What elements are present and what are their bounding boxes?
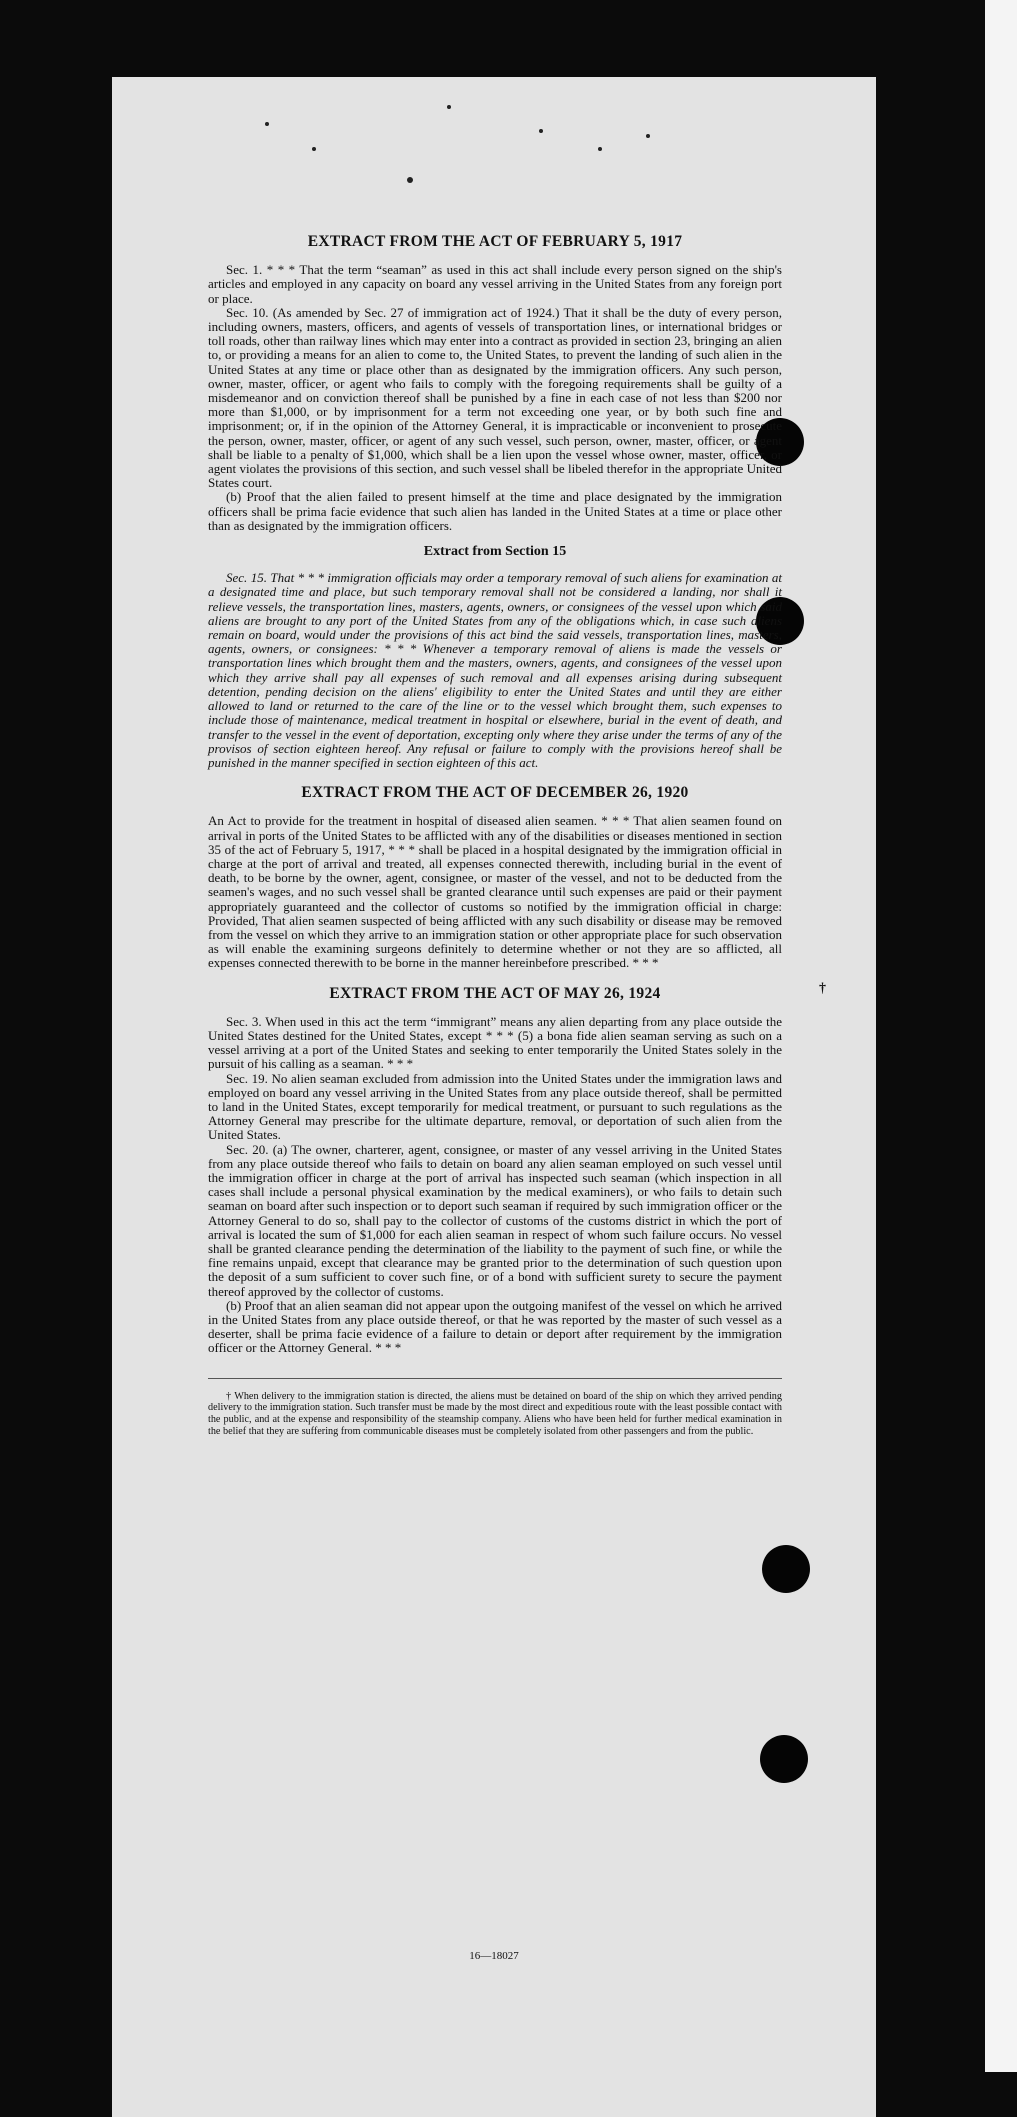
act-1920-paragraph: An Act to provide for the treatment in hospital of diseased alien seamen. * * * That alien seamen found on arrival in ports of the United States to be afflicted with any of the disabilities or diseases mentioned in section 35 of the act of February 5, 1917, * * * shall be placed in a hospital designated by the immigration official in charge at the port of arrival and treated, all expenses connected therewith, including burial in the event of death, to be borne by the owner, agent, consignee, or master of the vessel, and not to be deducted from the seamen's wages, and no such vessel shall be granted clearance until such expenses are paid or their payment appropriately guaranteed and the collector of customs so notified by the immigration official in charge: Provided, That alien seamen suspected of being afflicted with any such disability or disease may be removed from the vessel on which they arrive to an immigration station or other appropriate place for such observation as will enable the examining surgeons definitely to determine whether or not they are so afflicted, all expenses connected therewith to be borne in the manner hereinbefore prescribed. * * * — [208, 813, 782, 971]
heading-section-15: Extract from Section 15 — [423, 544, 567, 560]
scan-speck — [447, 105, 451, 109]
scan-speck — [407, 177, 413, 183]
heading-act-1924: EXTRACT FROM THE ACT OF MAY 26, 1924 — [329, 984, 661, 1002]
margin-dagger: † — [819, 981, 826, 996]
scan-speck — [598, 147, 602, 151]
footnote-divider — [208, 1378, 782, 1379]
scan-speck — [539, 129, 543, 133]
footnote: † When delivery to the immigration station is directed, the aliens must be detained on board of the ship on which they arrived pending delivery to the immigration station. Such transfer must be made by the most direct and expeditious route with the least possible contact with the public, and at the expense and responsibility of the steamship company. Aliens who have been held for further medical examination in the belief that they are suffering from communicable diseases must be completely isolated from other passengers and from the public. — [208, 1390, 782, 1438]
scan-speck — [265, 122, 269, 126]
sec10-paragraph: Sec. 10. (As amended by Sec. 27 of immigration act of 1924.) That it shall be the duty of every person, including owners, masters, officers, and agents of vessels of transportation lines, or international bridges or toll roads, other than railway lines which may enter into a contract as provided in section 23, bringing an alien to, or providing a means for an alien to come to, the United States, to prevent the landing of such alien in the United States at any time or place other than as designated by the immigration officers. Any such person, owner, master, officer, or agent who fails to comply with the foregoing requirements shall be guilty of a misdemeanor and on conviction thereof shall be punished by a fine in each case of not less than $200 nor more than $1,000, or by imprisonment for a term not exceeding one year, or by both such fine and imprisonment; or, if in the opinion of the Attorney General, it is impracticable or inconvenient to prosecute the person, owner, master, officer, or agent of any such vessel, such person, owner, master, officer, or agent shall be liable to a penalty of $1,000, which shall be a lien upon the vessel whose owner, master, officer, or agent violates the provisions of this section, and such vessel shall be libeled therefor in the appropriate United States court. — [208, 304, 782, 491]
sec3-paragraph: Sec. 3. When used in this act the term “immigrant” means any alien departing from any place outside the United States destined for the United States, except * * * (5) a bona fide alien seaman serving as such on a vessel arriving at a port of the United States and seeking to enter temporarily the United States solely in the pursuit of his calling as a seaman. * * * — [208, 1013, 782, 1072]
punch-hole — [760, 1735, 808, 1783]
document-page — [112, 77, 876, 2117]
sec1-paragraph: Sec. 1. * * * That the term “seaman” as used in this act shall include every person signed on the ship's articles and employed in any capacity on board any vessel arriving in the United States from any foreign port or place. — [208, 262, 782, 306]
punch-hole — [762, 1545, 810, 1593]
sec20a-paragraph: Sec. 20. (a) The owner, charterer, agent, consignee, or master of any vessel arriving in the United States from any place outside thereof who fails to detain on board any alien seaman employed on such vessel until the immigration officer in charge at the port of arrival has inspected such seaman (which inspection in all cases shall include a personal physical examination by the medical examiners), or who fails to detain such seaman on board after such inspection or to deport such seaman if required by such immigration officer or the Attorney General to do so, shall pay to the collector of customs of the customs district in which the port of arrival is located the sum of $1,000 for each alien seaman in respect of whom such failure occurs. No vessel shall be granted clearance pending the determination of the liability to the payment of such fine, or while the fine remains unpaid, except that clearance may be granted prior to the determination of such question upon the deposit of a sum sufficient to cover such fine, or of a bond with sufficient surety to secure the payment thereof approved by the collector of customs. — [208, 1141, 782, 1299]
sec15-paragraph: Sec. 15. That * * * immigration officials may order a temporary removal of such aliens for examination at a designated time and place, but such temporary removal shall not be considered a landing, nor shall it relieve vessels, the transportation lines, masters, agents, owners, or consignees of the vessel upon which said aliens are brought to any port of the United States from any of the obligations which, in case such aliens remain on board, would under the provisions of this act bind the said vessels, transportation lines, masters, agents, owners, or consignees: * * * Whenever a temporary removal of aliens is made the vessels or transportation lines which brought them and the masters, owners, agents, and consignees of the vessel upon which they arrive shall pay all expenses of such removal and all expenses arising during subsequent detention, pending decision on the aliens' eligibility to enter the United States and until they are either allowed to land or returned to the care of the line or to the vessel which brought them, such expenses to include those of maintenance, medical treatment in hospital or elsewhere, burial in the event of death, and transfer to the vessel in the event of deportation, excepting only where they arise under the terms of any of the provisos of section eighteen hereof. Any refusal or failure to comply with the provisions hereof shall be punished in the manner specified in section eighteen of this act. — [208, 570, 782, 770]
sec20b-paragraph: (b) Proof that an alien seaman did not appear upon the outgoing manifest of the vessel on which he arrived in the United States from any place outside thereof, or that he was reported by the master of such vessel as a deserter, shall be prima facie evidence of a failure to detain or deport after requirement by the immigration officer or the Attorney General. * * * — [208, 1297, 782, 1356]
scan-edge — [985, 0, 1017, 2072]
document-body — [208, 235, 782, 1438]
scan-speck — [312, 147, 316, 151]
heading-act-1917: EXTRACT FROM THE ACT OF FEBRUARY 5, 1917 — [307, 233, 683, 250]
sec19-paragraph: Sec. 19. No alien seaman excluded from admission into the United States under the immigration laws and employed on board any vessel arriving in the United States from any place outside thereof, shall be permitted to land in the United States, except temporarily for medical treatment, or pursuant to such regulations as the Attorney General may prescribe for the ultimate departure, removal, or deportation of such alien from the United States. — [208, 1070, 782, 1143]
page-number: 16—18027 — [469, 1950, 519, 1962]
sec10b-paragraph: (b) Proof that the alien failed to present himself at the time and place designated by the immigration officers shall be prima facie evidence that such alien has landed in the United States at a time or place other than as designated by the immigration officers. — [208, 489, 782, 533]
scan-speck — [646, 134, 650, 138]
heading-act-1920: EXTRACT FROM THE ACT OF DECEMBER 26, 1920 — [301, 784, 689, 802]
